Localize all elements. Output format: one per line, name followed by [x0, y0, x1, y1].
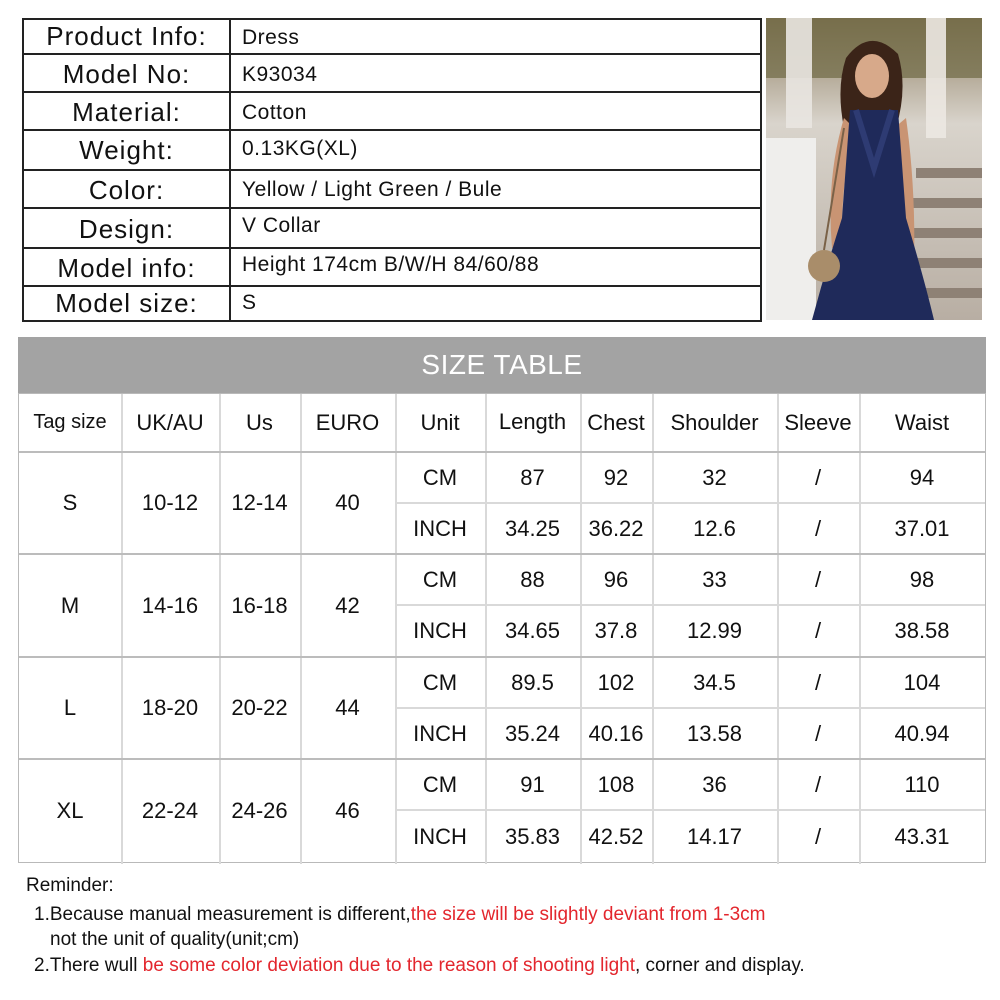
info-label: Product Info: — [46, 21, 207, 51]
header-euro: EURO — [315, 410, 380, 435]
info-value: V Collar — [242, 214, 321, 237]
info-value: Cotton — [242, 101, 307, 124]
waist-cell: 43.31 — [894, 824, 950, 849]
shoulder-cell: 14.17 — [686, 824, 743, 849]
chest-cell: 42.52 — [588, 824, 644, 849]
reminder-highlight: be some color deviation due to the reason of shooting light — [142, 955, 635, 976]
shoulder-cell: 12.6 — [693, 516, 736, 541]
reminder-text: 2.There wull — [34, 955, 143, 976]
length-cell: 35.83 — [504, 824, 561, 849]
length-cell: 88 — [520, 567, 545, 592]
chest-cell: 108 — [597, 772, 635, 797]
info-value: Dress — [242, 26, 300, 49]
info-row-product — [24, 20, 760, 53]
shoulder-cell: 33 — [702, 567, 727, 592]
uk-au-cell: 10-12 — [141, 490, 199, 515]
chest-cell: 40.16 — [588, 721, 644, 746]
info-row-design — [24, 207, 760, 249]
us-cell: 12-14 — [231, 490, 288, 515]
info-row-color — [24, 169, 760, 209]
info-label: Material: — [72, 97, 181, 127]
info-value: 0.13KG(XL) — [242, 137, 358, 160]
unit-cell: INCH — [413, 618, 467, 643]
unit-cell: INCH — [413, 516, 467, 541]
unit-cell: CM — [422, 772, 458, 797]
size-table — [18, 393, 986, 863]
tag-size-cell: XL — [56, 798, 84, 823]
us-cell: 20-22 — [231, 695, 288, 720]
sleeve-cell: / — [814, 618, 822, 643]
euro-cell: 40 — [335, 490, 360, 515]
header-us: Us — [246, 410, 273, 435]
chest-cell: 36.22 — [588, 516, 644, 541]
header-shoulder: Shoulder — [670, 410, 759, 435]
info-value: Yellow / Light Green / Bule — [242, 178, 503, 201]
model-photo — [766, 18, 982, 320]
header-tag-size: Tag size — [33, 411, 107, 433]
us-cell: 16-18 — [231, 593, 288, 618]
reminder-text: 1.Because manual measurement is different, — [34, 904, 411, 925]
unit-cell: INCH — [413, 721, 467, 746]
shoulder-cell: 12.99 — [686, 618, 743, 643]
waist-cell: 37.01 — [894, 516, 950, 541]
header-sleeve: Sleeve — [784, 410, 852, 435]
shoulder-cell: 34.5 — [693, 670, 736, 695]
header-length: Length — [498, 409, 567, 434]
unit-cell: CM — [422, 465, 458, 490]
info-row-model-no — [24, 53, 760, 93]
unit-cell: CM — [422, 670, 458, 695]
waist-cell: 104 — [903, 670, 941, 695]
info-label: Model No: — [62, 59, 191, 89]
info-value: S — [242, 291, 257, 314]
waist-cell: 110 — [904, 772, 940, 797]
tag-size-cell: S — [62, 490, 78, 515]
unit-cell: CM — [422, 567, 458, 592]
size-table-title: SIZE TABLE — [18, 337, 986, 393]
chest-cell: 92 — [603, 465, 629, 490]
euro-cell: 42 — [335, 593, 360, 618]
info-value: K93034 — [242, 63, 318, 86]
shoulder-cell: 13.58 — [686, 721, 743, 746]
length-cell: 89.5 — [511, 670, 554, 695]
header-chest: Chest — [587, 410, 645, 435]
euro-cell: 46 — [335, 798, 360, 823]
waist-cell: 38.58 — [894, 618, 950, 643]
chest-cell: 96 — [603, 567, 629, 592]
sleeve-cell: / — [814, 772, 822, 797]
reminder-text: , corner and display. — [635, 955, 805, 976]
sleeve-cell: / — [814, 670, 822, 695]
tag-size-cell: M — [60, 593, 80, 618]
length-cell: 34.65 — [504, 618, 561, 643]
product-info-table — [22, 18, 762, 322]
unit-cell: INCH — [413, 824, 467, 849]
sleeve-cell: / — [814, 567, 822, 592]
reminder-highlight: the size will be slightly deviant from 1-3cm — [410, 904, 766, 925]
waist-cell: 98 — [909, 567, 935, 592]
info-value: Height 174cm B/W/H 84/60/88 — [242, 253, 540, 276]
reminder-line-2 — [34, 955, 805, 977]
tag-size-cell: L — [63, 695, 77, 720]
sleeve-cell: / — [814, 824, 822, 849]
info-label: Weight: — [79, 135, 174, 165]
waist-cell: 40.94 — [894, 721, 950, 746]
info-row-model-size — [24, 285, 760, 322]
us-cell: 24-26 — [231, 798, 288, 823]
reminder-line-1 — [34, 904, 766, 926]
reminder-title: Reminder: — [26, 875, 114, 896]
info-label: Model size: — [55, 288, 198, 318]
shoulder-cell: 36 — [702, 772, 727, 797]
waist-cell: 94 — [909, 465, 935, 490]
reminder-line-1-cont: not the unit of quality(unit;cm) — [50, 929, 300, 950]
info-row-weight — [24, 129, 760, 171]
chest-cell: 37.8 — [594, 618, 638, 643]
info-label: Design: — [78, 214, 175, 244]
uk-au-cell: 14-16 — [141, 593, 199, 618]
uk-au-cell: 22-24 — [141, 798, 199, 823]
length-cell: 34.25 — [504, 516, 561, 541]
info-label: Color: — [88, 175, 165, 205]
sleeve-cell: / — [814, 721, 822, 746]
length-cell: 91 — [520, 772, 545, 797]
info-row-model-info — [24, 247, 760, 287]
header-waist: Waist — [894, 410, 950, 435]
header-unit: Unit — [420, 410, 460, 435]
info-label: Model info: — [57, 253, 196, 283]
model-photo-illustration — [766, 18, 982, 320]
shoulder-cell: 32 — [702, 465, 727, 490]
uk-au-cell: 18-20 — [141, 695, 199, 720]
info-row-material — [24, 91, 760, 131]
header-uk-au: UK/AU — [136, 410, 204, 435]
chest-cell: 102 — [597, 670, 635, 695]
length-cell: 87 — [520, 465, 545, 490]
sleeve-cell: / — [814, 465, 822, 490]
euro-cell: 44 — [335, 695, 360, 720]
sleeve-cell: / — [814, 516, 822, 541]
length-cell: 35.24 — [504, 721, 561, 746]
